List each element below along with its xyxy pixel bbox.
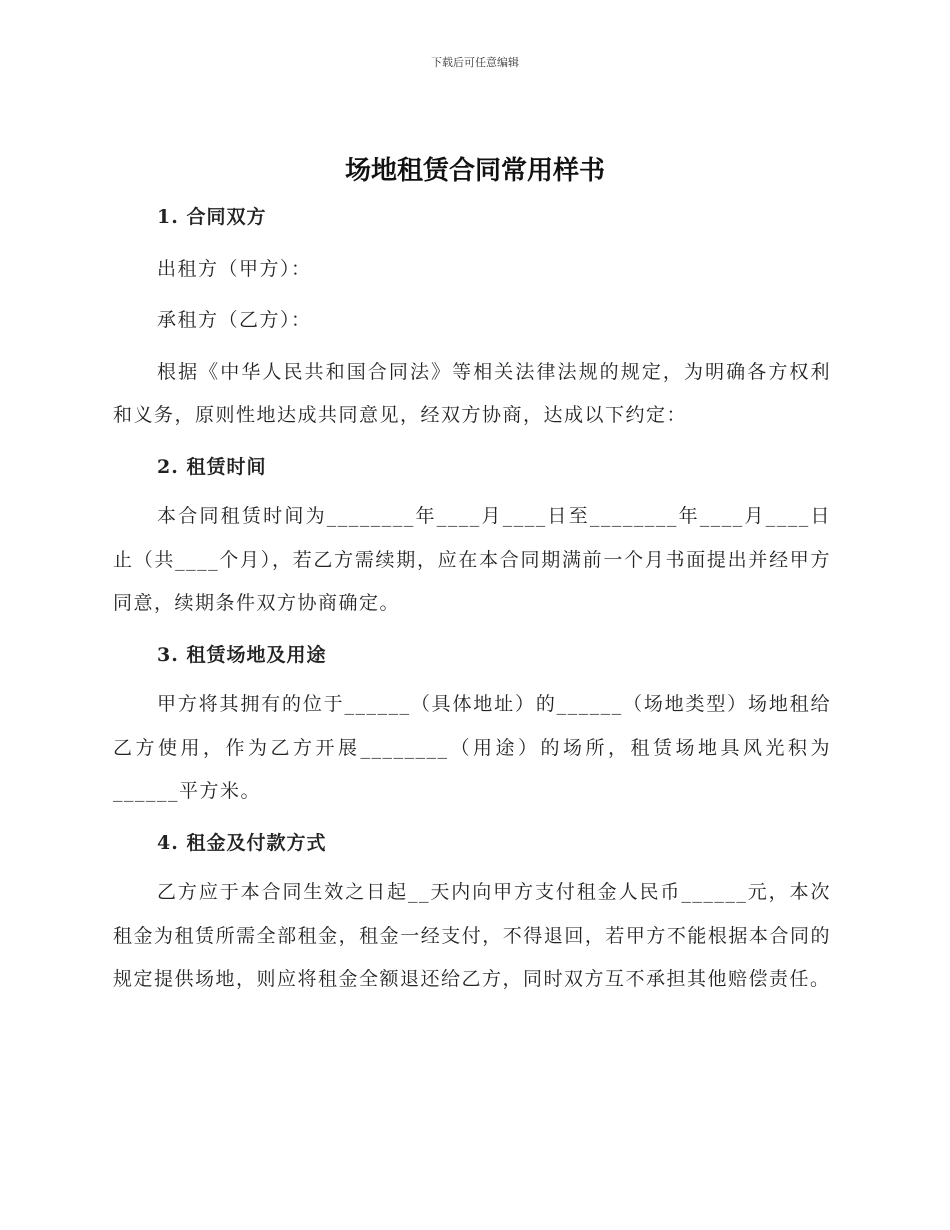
header-note: 下载后可任意编辑 [431,56,519,69]
document-body [113,196,831,1002]
premises-paragraph: 甲方将其拥有的位于______（具体地址）的______（场地类型）场地租给乙方使用，作为乙方开展________（用途）的场所，租赁场地具风光积为______平方米。 [113,693,831,802]
section-3-heading: 3. 租赁场地及用途 [157,643,327,666]
lessee-line: 承租方（乙方）： [157,309,312,331]
section-2-heading: 2. 租赁时间 [157,455,267,478]
document-title: 场地租赁合同常用样书 [344,156,605,186]
lessor-line: 出租方（甲方）： [157,257,312,280]
preamble-paragraph: 根据《中华人民共和国合同法》等相关法律法规的规定，为明确各方权利和义务，原则性地达成共同意见，经双方协商，达成以下约定： [113,360,831,426]
lease-term-paragraph: 本合同租赁时间为________年____月____日至________年____月____日止（共____个月），若乙方需续期，应在本合同期满前一个月书面提出并经甲方同意，续期条件双方协商确定。 [113,505,831,614]
section-4-heading: 4. 租金及付款方式 [157,831,327,854]
rent-payment-paragraph: 乙方应于本合同生效之日起__天内向甲方支付租金人民币______元，本次租金为租赁所需全部租金，租金一经支付，不得退回，若甲方不能根据本合同的规定提供场地，则应将租金全额退还给乙方，同时双方互不承担其他赔偿责任。 [113,881,831,990]
section-1-heading: 1. 合同双方 [157,206,267,228]
